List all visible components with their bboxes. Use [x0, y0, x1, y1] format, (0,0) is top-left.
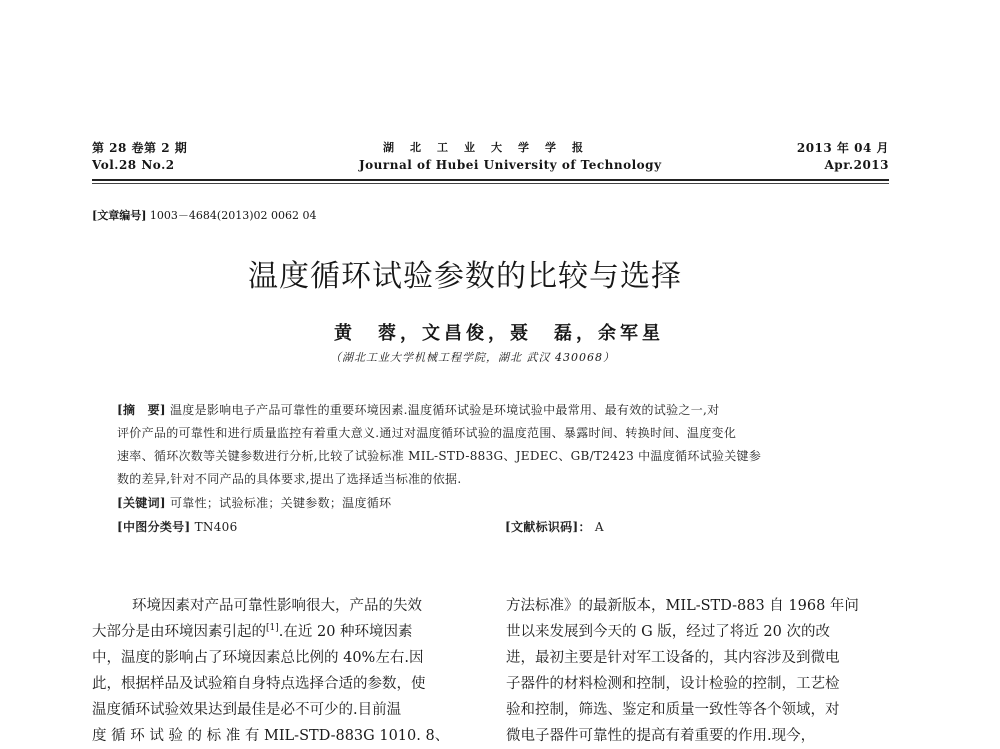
keywords-value: 可靠性；试验标准；关键参数；温度循环	[169, 496, 392, 510]
body-right-line-1: 方法标准》的最新版本，MIL-STD-883 自 1968 年问	[506, 598, 859, 614]
body-right-line-6: 微电子器件可靠性的提高有着重要的作用.现今，	[506, 728, 816, 744]
keywords	[117, 494, 391, 511]
issue-date-cn: 2013 年 04 月	[796, 141, 889, 155]
body-left-line-2-text: 大部分是由环境因素引起的	[92, 624, 266, 640]
body-right-line-4: 子器件的材料检测和控制，设计检验的控制，工艺检	[506, 676, 840, 692]
abstract-line-1	[117, 401, 719, 418]
volume-issue-en: Vol.28 No.2	[92, 158, 175, 172]
citation-ref: [1]	[266, 623, 279, 634]
article-number	[92, 207, 316, 223]
abstract-label: [摘 要]	[117, 403, 166, 417]
abstract-text-4: 数的差异,针对不同产品的具体要求,提出了选择适当标准的依据.	[117, 472, 462, 486]
body-left-line-2	[92, 620, 413, 641]
article-number-value: 1003－4684(2013)02 0062 04	[149, 209, 317, 222]
abstract-text-3: 速率、循环次数等关键参数进行分析,比较了试验标准 MIL-STD-883G、JEDEC、GB/T2423 中温度循环试验关键参	[117, 449, 762, 463]
header-rule-thick	[92, 179, 889, 181]
issue-date-en: Apr.2013	[824, 158, 889, 172]
classification-label: [中图分类号]	[117, 520, 191, 534]
document-code-label: [文献标识码]：	[505, 520, 591, 534]
body-left-line-2-tail: .在近 20 种环境因素	[278, 624, 413, 640]
body-left-line-4: 此，根据样品及试验箱自身特点选择合适的参数，使	[92, 676, 426, 692]
body-right-line-2: 世以来发展到今天的 G 版，经过了将近 20 次的改	[506, 624, 830, 640]
body-right-line-3: 进，最初主要是针对军工设备的，其内容涉及到微电	[506, 650, 840, 666]
body-left-line-5: 温度循环试验效果达到最佳是必不可少的.目前温	[92, 702, 402, 718]
journal-title-en: Journal of Hubei University of Technology	[359, 158, 662, 172]
body-left-line-1: 环境因素对产品可靠性影响很大，产品的失效	[132, 598, 422, 614]
authors: 黄 蓉，文昌俊，聂 磊，余军星	[334, 323, 664, 344]
body-left-line-3: 中，温度的影响占了环境因素总比例的 40%左右.因	[92, 650, 424, 666]
document-code-value: A	[594, 520, 604, 534]
affiliation: （湖北工业大学机械工程学院，湖北 武汉 430068）	[330, 351, 615, 364]
keywords-label: [关键词]	[117, 496, 166, 510]
body-right-line-5: 验和控制，筛选、鉴定和质量一致性等各个领域，对	[506, 702, 840, 718]
paper-title: 温度循环试验参数的比较与选择	[248, 259, 682, 294]
article-number-label: [文章编号]	[92, 209, 147, 222]
document-code	[505, 518, 604, 535]
journal-title-cn: 湖北工业大学学报	[383, 141, 599, 154]
body-left-line-6: 度 循 环 试 验 的 标 准 有 MIL-STD-883G 1010. 8、	[92, 728, 450, 744]
classification-value: TN406	[194, 520, 238, 534]
header-rule-thin	[92, 183, 889, 184]
abstract-text-1: 温度是影响电子产品可靠性的重要环境因素.温度循环试验是环境试验中最常用、最有效的试验之一,对	[169, 403, 720, 417]
volume-issue-cn: 第 28 卷第 2 期	[92, 141, 188, 155]
abstract-text-2: 评价产品的可靠性和进行质量监控有着重大意义.通过对温度循环试验的温度范围、暴露时间、转换时间、温度变化	[117, 426, 737, 440]
classification	[117, 518, 238, 535]
